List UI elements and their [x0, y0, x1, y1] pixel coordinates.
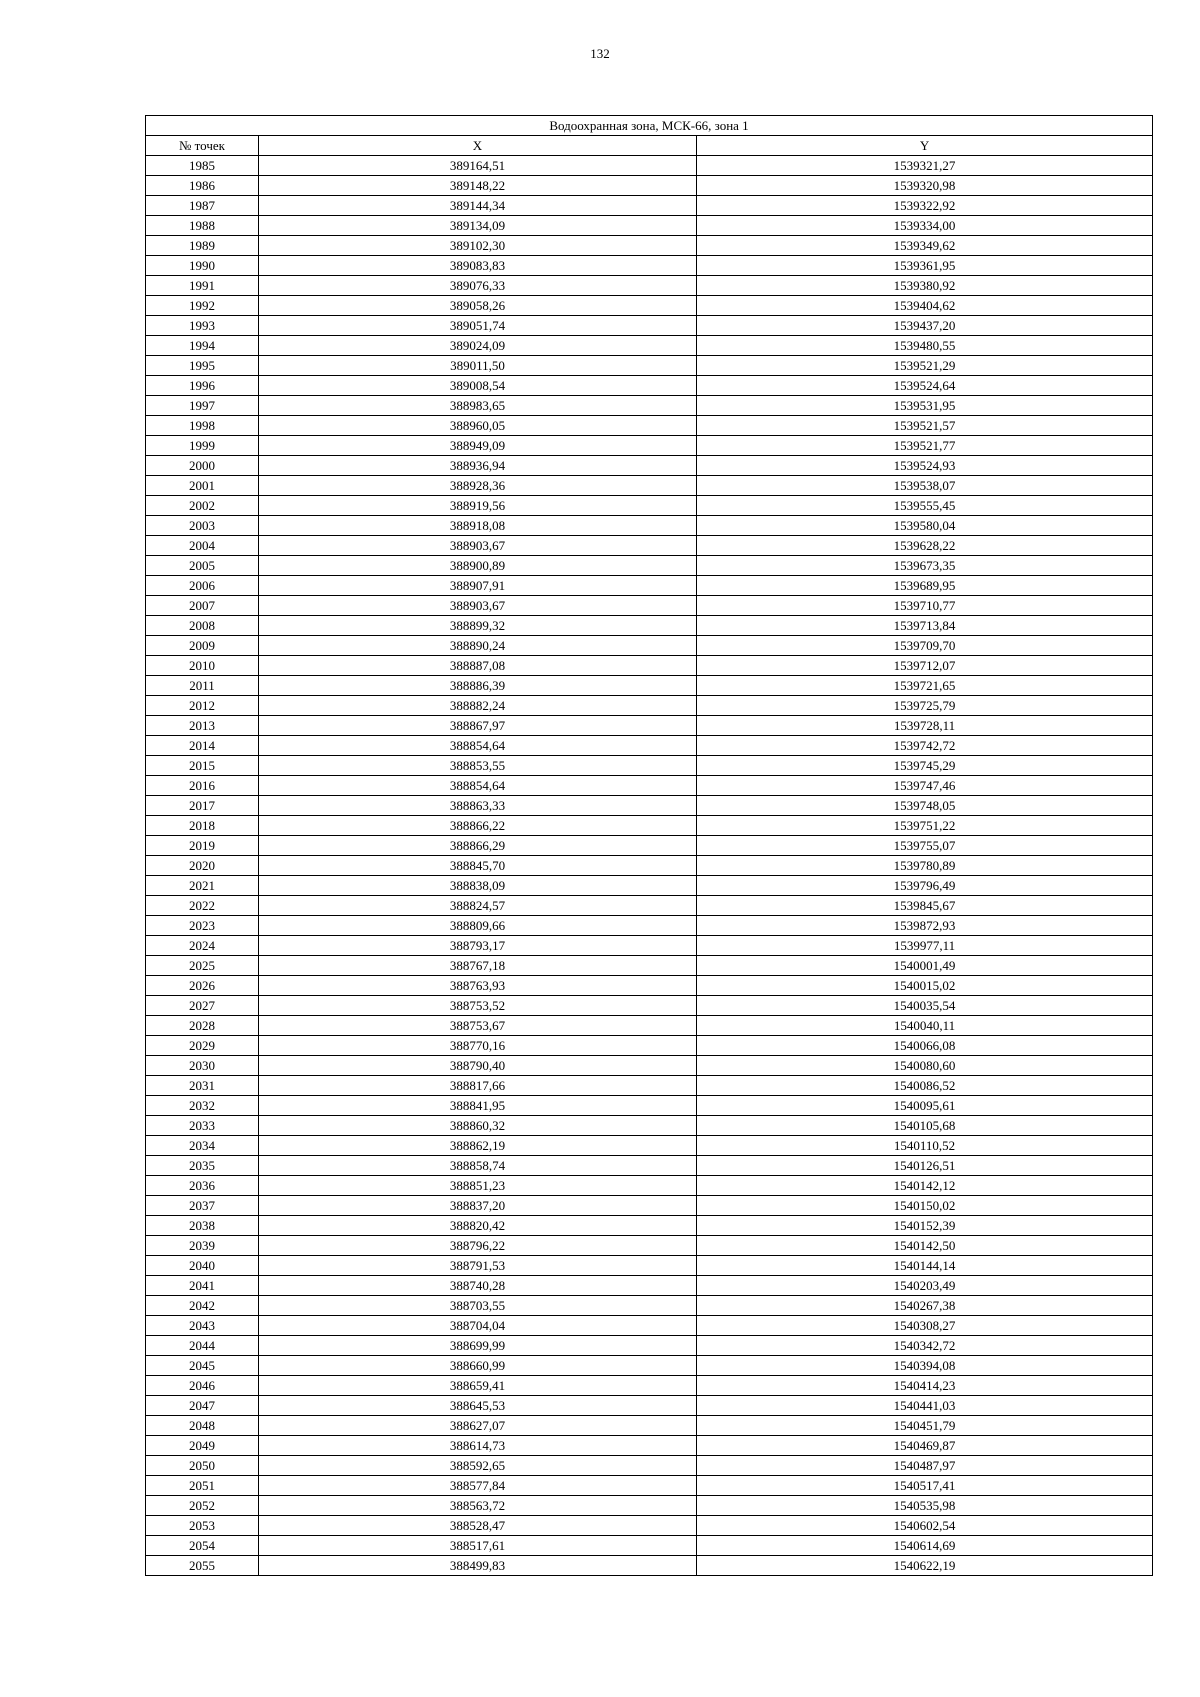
cell-x: 388949,09 — [259, 436, 697, 456]
cell-point-number: 2044 — [146, 1336, 259, 1356]
cell-y: 1539380,92 — [697, 276, 1153, 296]
cell-point-number: 2009 — [146, 636, 259, 656]
cell-x: 388753,52 — [259, 996, 697, 1016]
cell-point-number: 1992 — [146, 296, 259, 316]
table-row — [146, 1516, 1153, 1536]
cell-point-number: 2042 — [146, 1296, 259, 1316]
cell-y: 1539404,62 — [697, 296, 1153, 316]
cell-y: 1539628,22 — [697, 536, 1153, 556]
cell-x: 388919,56 — [259, 496, 697, 516]
cell-y: 1539349,62 — [697, 236, 1153, 256]
cell-point-number: 2007 — [146, 596, 259, 616]
table-title: Водоохранная зона, МСК-66, зона 1 — [146, 116, 1153, 136]
cell-x: 388863,33 — [259, 796, 697, 816]
cell-y: 1540451,79 — [697, 1416, 1153, 1436]
table-row — [146, 1316, 1153, 1336]
cell-x: 388886,39 — [259, 676, 697, 696]
cell-point-number: 1989 — [146, 236, 259, 256]
cell-y: 1539321,27 — [697, 156, 1153, 176]
cell-point-number: 2029 — [146, 1036, 259, 1056]
cell-x: 388837,20 — [259, 1196, 697, 1216]
cell-y: 1539580,04 — [697, 516, 1153, 536]
table-row — [146, 156, 1153, 176]
cell-point-number: 2019 — [146, 836, 259, 856]
cell-x: 388703,55 — [259, 1296, 697, 1316]
cell-point-number: 2025 — [146, 956, 259, 976]
cell-point-number: 2000 — [146, 456, 259, 476]
cell-y: 1540441,03 — [697, 1396, 1153, 1416]
cell-x: 388866,29 — [259, 836, 697, 856]
cell-x: 388659,41 — [259, 1376, 697, 1396]
table-row — [146, 1096, 1153, 1116]
cell-x: 389148,22 — [259, 176, 697, 196]
coordinates-table — [145, 115, 1153, 1576]
cell-x: 388499,83 — [259, 1556, 697, 1576]
table-header-row — [146, 136, 1153, 156]
cell-x: 388660,99 — [259, 1356, 697, 1376]
cell-y: 1539334,00 — [697, 216, 1153, 236]
table-row — [146, 316, 1153, 336]
cell-y: 1540308,27 — [697, 1316, 1153, 1336]
cell-point-number: 2045 — [146, 1356, 259, 1376]
cell-point-number: 2049 — [146, 1436, 259, 1456]
cell-x: 389058,26 — [259, 296, 697, 316]
table-row — [146, 796, 1153, 816]
cell-point-number: 1988 — [146, 216, 259, 236]
cell-point-number: 2047 — [146, 1396, 259, 1416]
cell-point-number: 2018 — [146, 816, 259, 836]
table-row — [146, 356, 1153, 376]
cell-y: 1539845,67 — [697, 896, 1153, 916]
table-row — [146, 476, 1153, 496]
cell-point-number: 1996 — [146, 376, 259, 396]
cell-x: 388867,97 — [259, 716, 697, 736]
cell-x: 389102,30 — [259, 236, 697, 256]
cell-x: 388791,53 — [259, 1256, 697, 1276]
cell-point-number: 2001 — [146, 476, 259, 496]
cell-point-number: 2016 — [146, 776, 259, 796]
table-row — [146, 1156, 1153, 1176]
cell-x: 388960,05 — [259, 416, 697, 436]
cell-x: 388627,07 — [259, 1416, 697, 1436]
cell-x: 388838,09 — [259, 876, 697, 896]
cell-point-number: 2008 — [146, 616, 259, 636]
cell-point-number: 2002 — [146, 496, 259, 516]
page-number: 132 — [590, 46, 610, 61]
table-row — [146, 1236, 1153, 1256]
cell-y: 1539755,07 — [697, 836, 1153, 856]
table-row — [146, 656, 1153, 676]
cell-point-number: 2051 — [146, 1476, 259, 1496]
cell-point-number: 2033 — [146, 1116, 259, 1136]
cell-point-number: 2017 — [146, 796, 259, 816]
cell-point-number: 2043 — [146, 1316, 259, 1336]
cell-y: 1539748,05 — [697, 796, 1153, 816]
cell-x: 388790,40 — [259, 1056, 697, 1076]
cell-point-number: 2050 — [146, 1456, 259, 1476]
cell-y: 1540394,08 — [697, 1356, 1153, 1376]
cell-x: 388820,42 — [259, 1216, 697, 1236]
cell-point-number: 2055 — [146, 1556, 259, 1576]
cell-x: 388882,24 — [259, 696, 697, 716]
table-row — [146, 556, 1153, 576]
cell-x: 388592,65 — [259, 1456, 697, 1476]
cell-x: 388907,91 — [259, 576, 697, 596]
cell-y: 1540414,23 — [697, 1376, 1153, 1396]
cell-y: 1539712,07 — [697, 656, 1153, 676]
cell-x: 388899,32 — [259, 616, 697, 636]
cell-point-number: 2054 — [146, 1536, 259, 1556]
cell-point-number: 2022 — [146, 896, 259, 916]
cell-y: 1539521,77 — [697, 436, 1153, 456]
table-row — [146, 1436, 1153, 1456]
cell-point-number: 2038 — [146, 1216, 259, 1236]
cell-y: 1539524,93 — [697, 456, 1153, 476]
cell-y: 1539555,45 — [697, 496, 1153, 516]
cell-y: 1539780,89 — [697, 856, 1153, 876]
table-row — [146, 1536, 1153, 1556]
cell-y: 1540150,02 — [697, 1196, 1153, 1216]
table-row — [146, 836, 1153, 856]
cell-y: 1539538,07 — [697, 476, 1153, 496]
cell-y: 1540517,41 — [697, 1476, 1153, 1496]
table-body — [146, 156, 1153, 1576]
cell-y: 1539977,11 — [697, 936, 1153, 956]
table-row — [146, 1256, 1153, 1276]
table-row — [146, 496, 1153, 516]
cell-x: 388817,66 — [259, 1076, 697, 1096]
cell-x: 388845,70 — [259, 856, 697, 876]
cell-x: 388841,95 — [259, 1096, 697, 1116]
cell-x: 388793,17 — [259, 936, 697, 956]
cell-y: 1540040,11 — [697, 1016, 1153, 1036]
table-row — [146, 1036, 1153, 1056]
table-row — [146, 936, 1153, 956]
cell-point-number: 2015 — [146, 756, 259, 776]
cell-y: 1539524,64 — [697, 376, 1153, 396]
cell-y: 1540080,60 — [697, 1056, 1153, 1076]
cell-x: 388890,24 — [259, 636, 697, 656]
cell-y: 1539322,92 — [697, 196, 1153, 216]
table-row — [146, 896, 1153, 916]
cell-x: 388860,32 — [259, 1116, 697, 1136]
cell-x: 388645,53 — [259, 1396, 697, 1416]
table-row — [146, 336, 1153, 356]
column-header-x: X — [259, 136, 697, 156]
table-row — [146, 1276, 1153, 1296]
cell-point-number: 2052 — [146, 1496, 259, 1516]
cell-x: 388858,74 — [259, 1156, 697, 1176]
cell-x: 389134,09 — [259, 216, 697, 236]
cell-y: 1540342,72 — [697, 1336, 1153, 1356]
cell-point-number: 1995 — [146, 356, 259, 376]
cell-y: 1540066,08 — [697, 1036, 1153, 1056]
table-row — [146, 196, 1153, 216]
cell-x: 388614,73 — [259, 1436, 697, 1456]
cell-x: 388851,23 — [259, 1176, 697, 1196]
cell-point-number: 1997 — [146, 396, 259, 416]
cell-point-number: 2046 — [146, 1376, 259, 1396]
cell-point-number: 2010 — [146, 656, 259, 676]
cell-point-number: 1999 — [146, 436, 259, 456]
cell-x: 388918,08 — [259, 516, 697, 536]
column-header-y: Y — [697, 136, 1153, 156]
column-header-num: № точек — [146, 136, 259, 156]
cell-y: 1540203,49 — [697, 1276, 1153, 1296]
cell-x: 388900,89 — [259, 556, 697, 576]
cell-point-number: 2011 — [146, 676, 259, 696]
cell-point-number: 2030 — [146, 1056, 259, 1076]
cell-point-number: 1991 — [146, 276, 259, 296]
cell-x: 389076,33 — [259, 276, 697, 296]
cell-point-number: 2024 — [146, 936, 259, 956]
cell-point-number: 2032 — [146, 1096, 259, 1116]
table-row — [146, 176, 1153, 196]
cell-point-number: 1990 — [146, 256, 259, 276]
table-row — [146, 1216, 1153, 1236]
cell-y: 1540614,69 — [697, 1536, 1153, 1556]
table-row — [146, 576, 1153, 596]
cell-point-number: 2005 — [146, 556, 259, 576]
cell-x: 388577,84 — [259, 1476, 697, 1496]
cell-y: 1539725,79 — [697, 696, 1153, 716]
table-row — [146, 1556, 1153, 1576]
cell-point-number: 2041 — [146, 1276, 259, 1296]
cell-y: 1540126,51 — [697, 1156, 1153, 1176]
cell-x: 388809,66 — [259, 916, 697, 936]
table-row — [146, 856, 1153, 876]
cell-x: 388796,22 — [259, 1236, 697, 1256]
cell-y: 1539713,84 — [697, 616, 1153, 636]
cell-y: 1539361,95 — [697, 256, 1153, 276]
table-row — [146, 636, 1153, 656]
cell-y: 1539747,46 — [697, 776, 1153, 796]
cell-point-number: 1985 — [146, 156, 259, 176]
table-row — [146, 1456, 1153, 1476]
cell-point-number: 1993 — [146, 316, 259, 336]
cell-x: 388854,64 — [259, 736, 697, 756]
cell-x: 388763,93 — [259, 976, 697, 996]
table-row — [146, 536, 1153, 556]
cell-y: 1540086,52 — [697, 1076, 1153, 1096]
table-row — [146, 996, 1153, 1016]
cell-x: 388517,61 — [259, 1536, 697, 1556]
cell-point-number: 2053 — [146, 1516, 259, 1536]
cell-x: 389024,09 — [259, 336, 697, 356]
cell-y: 1540602,54 — [697, 1516, 1153, 1536]
cell-x: 388767,18 — [259, 956, 697, 976]
table-row — [146, 976, 1153, 996]
cell-y: 1539872,93 — [697, 916, 1153, 936]
table-row — [146, 416, 1153, 436]
table-row — [146, 756, 1153, 776]
cell-y: 1540001,49 — [697, 956, 1153, 976]
cell-x: 388866,22 — [259, 816, 697, 836]
table-row — [146, 1376, 1153, 1396]
table-row — [146, 616, 1153, 636]
cell-point-number: 1998 — [146, 416, 259, 436]
cell-y: 1540142,50 — [697, 1236, 1153, 1256]
cell-point-number: 1986 — [146, 176, 259, 196]
table-row — [146, 776, 1153, 796]
table-title-row — [146, 116, 1153, 136]
cell-y: 1540035,54 — [697, 996, 1153, 1016]
cell-y: 1540015,02 — [697, 976, 1153, 996]
table-row — [146, 916, 1153, 936]
cell-x: 389051,74 — [259, 316, 697, 336]
cell-y: 1540487,97 — [697, 1456, 1153, 1476]
table-row — [146, 1076, 1153, 1096]
table-row — [146, 436, 1153, 456]
table-row — [146, 1356, 1153, 1376]
cell-point-number: 2013 — [146, 716, 259, 736]
cell-x: 388903,67 — [259, 536, 697, 556]
table-row — [146, 1176, 1153, 1196]
cell-point-number: 2026 — [146, 976, 259, 996]
cell-x: 388770,16 — [259, 1036, 697, 1056]
cell-x: 388753,67 — [259, 1016, 697, 1036]
table-row — [146, 1056, 1153, 1076]
cell-x: 389164,51 — [259, 156, 697, 176]
cell-y: 1540267,38 — [697, 1296, 1153, 1316]
cell-point-number: 2012 — [146, 696, 259, 716]
cell-x: 388983,65 — [259, 396, 697, 416]
table-row — [146, 276, 1153, 296]
table-row — [146, 676, 1153, 696]
cell-point-number: 2014 — [146, 736, 259, 756]
cell-x: 389083,83 — [259, 256, 697, 276]
cell-point-number: 2034 — [146, 1136, 259, 1156]
cell-point-number: 2021 — [146, 876, 259, 896]
cell-x: 388740,28 — [259, 1276, 697, 1296]
table-row — [146, 1296, 1153, 1316]
table-row — [146, 1496, 1153, 1516]
cell-y: 1539320,98 — [697, 176, 1153, 196]
cell-y: 1539689,95 — [697, 576, 1153, 596]
cell-y: 1540622,19 — [697, 1556, 1153, 1576]
cell-x: 388887,08 — [259, 656, 697, 676]
cell-y: 1539521,29 — [697, 356, 1153, 376]
cell-point-number: 2006 — [146, 576, 259, 596]
cell-point-number: 2028 — [146, 1016, 259, 1036]
cell-point-number: 2023 — [146, 916, 259, 936]
table-row — [146, 1396, 1153, 1416]
table-row — [146, 516, 1153, 536]
cell-y: 1540105,68 — [697, 1116, 1153, 1136]
table-row — [146, 236, 1153, 256]
cell-y: 1540142,12 — [697, 1176, 1153, 1196]
cell-y: 1540110,52 — [697, 1136, 1153, 1156]
cell-point-number: 2037 — [146, 1196, 259, 1216]
cell-x: 388824,57 — [259, 896, 697, 916]
cell-x: 388903,67 — [259, 596, 697, 616]
cell-x: 389144,34 — [259, 196, 697, 216]
table-row — [146, 256, 1153, 276]
cell-point-number: 1987 — [146, 196, 259, 216]
cell-y: 1539745,29 — [697, 756, 1153, 776]
cell-y: 1539742,72 — [697, 736, 1153, 756]
table-row — [146, 956, 1153, 976]
cell-y: 1539480,55 — [697, 336, 1153, 356]
cell-y: 1540095,61 — [697, 1096, 1153, 1116]
table-row — [146, 216, 1153, 236]
cell-x: 388699,99 — [259, 1336, 697, 1356]
table-row — [146, 1136, 1153, 1156]
cell-point-number: 1994 — [146, 336, 259, 356]
cell-point-number: 2031 — [146, 1076, 259, 1096]
table-row — [146, 396, 1153, 416]
cell-x: 389008,54 — [259, 376, 697, 396]
table-row — [146, 296, 1153, 316]
cell-x: 388854,64 — [259, 776, 697, 796]
cell-y: 1539710,77 — [697, 596, 1153, 616]
cell-point-number: 2027 — [146, 996, 259, 1016]
cell-x: 388704,04 — [259, 1316, 697, 1336]
table-row — [146, 1116, 1153, 1136]
cell-point-number: 2003 — [146, 516, 259, 536]
cell-y: 1539751,22 — [697, 816, 1153, 836]
table-row — [146, 1016, 1153, 1036]
cell-x: 388528,47 — [259, 1516, 697, 1536]
cell-point-number: 2040 — [146, 1256, 259, 1276]
cell-x: 388563,72 — [259, 1496, 697, 1516]
cell-x: 389011,50 — [259, 356, 697, 376]
cell-point-number: 2036 — [146, 1176, 259, 1196]
table-row — [146, 456, 1153, 476]
cell-y: 1539673,35 — [697, 556, 1153, 576]
table-row — [146, 696, 1153, 716]
table-row — [146, 1196, 1153, 1216]
cell-y: 1540535,98 — [697, 1496, 1153, 1516]
cell-y: 1539521,57 — [697, 416, 1153, 436]
table-row — [146, 736, 1153, 756]
cell-x: 388936,94 — [259, 456, 697, 476]
cell-point-number: 2020 — [146, 856, 259, 876]
table-row — [146, 716, 1153, 736]
table-row — [146, 1476, 1153, 1496]
table-row — [146, 376, 1153, 396]
cell-y: 1540144,14 — [697, 1256, 1153, 1276]
cell-y: 1539531,95 — [697, 396, 1153, 416]
cell-x: 388928,36 — [259, 476, 697, 496]
table-row — [146, 816, 1153, 836]
cell-point-number: 2048 — [146, 1416, 259, 1436]
cell-point-number: 2004 — [146, 536, 259, 556]
table-row — [146, 1336, 1153, 1356]
cell-y: 1539721,65 — [697, 676, 1153, 696]
table-row — [146, 596, 1153, 616]
cell-y: 1539728,11 — [697, 716, 1153, 736]
cell-x: 388862,19 — [259, 1136, 697, 1156]
cell-y: 1539796,49 — [697, 876, 1153, 896]
cell-point-number: 2039 — [146, 1236, 259, 1256]
cell-y: 1540469,87 — [697, 1436, 1153, 1456]
cell-point-number: 2035 — [146, 1156, 259, 1176]
cell-x: 388853,55 — [259, 756, 697, 776]
table-row — [146, 1416, 1153, 1436]
cell-y: 1539437,20 — [697, 316, 1153, 336]
table-row — [146, 876, 1153, 896]
cell-y: 1539709,70 — [697, 636, 1153, 656]
cell-y: 1540152,39 — [697, 1216, 1153, 1236]
